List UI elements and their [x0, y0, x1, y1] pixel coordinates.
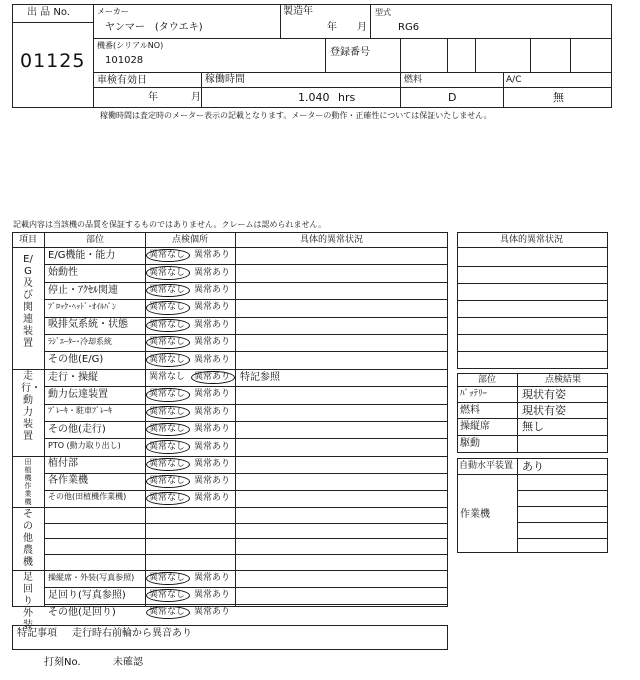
part-name: 各作業機 — [48, 475, 88, 487]
part-name: 植付部 — [48, 458, 78, 470]
selection-circle — [146, 589, 190, 602]
status-normal: 異常なし — [149, 302, 186, 313]
right-detail-header: 具体的異常状況 — [500, 235, 564, 245]
selection-circle — [146, 284, 190, 297]
group-label: その他農機 — [23, 508, 33, 568]
hours-label: 稼働時間 — [205, 74, 245, 85]
part-name: 足回り(写真参照) — [48, 589, 126, 601]
group-label: 田植機作業機 — [24, 457, 32, 506]
group-label: 足回り外装 — [23, 572, 33, 631]
status-abnormal: 異常あり — [194, 607, 231, 617]
part-name: ﾌﾞﾛｯｸ･ﾍｯﾄﾞ･ｵｲﾙﾊﾟﾝ — [48, 301, 116, 311]
model-label: 型式 — [375, 8, 391, 17]
year-label: 製造年 — [283, 6, 313, 17]
maker-value: ヤンマー (タウエキ) — [105, 22, 203, 33]
part-name: E/G機能・能力 — [48, 249, 116, 261]
status-abnormal: 異常あり — [194, 389, 231, 400]
part-name: 操縦席・外装(写真参照) — [48, 572, 135, 582]
fuel-result-label: 燃料 — [460, 405, 480, 416]
part-name: ﾗｼﾞｴｰﾀｰ･冷却系統 — [48, 336, 112, 346]
status-abnormal: 異常あり — [194, 302, 231, 313]
status-abnormal: 異常あり — [194, 372, 231, 382]
part-name: 吸排気系統・状態 — [48, 319, 128, 331]
part-name: ﾌﾞﾚｰｷ・駐車ﾌﾞﾚｰｷ — [48, 406, 112, 416]
ac-label: A/C — [506, 75, 522, 85]
seat-label: 操縦席 — [460, 421, 490, 432]
fuel-result: 現状有姿 — [522, 404, 566, 417]
lot-number: 01125 — [20, 50, 86, 72]
hours-value: 1.040 — [298, 91, 330, 104]
selection-circle — [146, 606, 190, 619]
status-normal: 異常なし — [149, 354, 186, 365]
status-normal: 異常なし — [149, 406, 186, 417]
abnormal-detail: 特記参照 — [240, 371, 280, 383]
selection-circle — [146, 406, 190, 419]
status-abnormal: 異常あり — [194, 458, 231, 469]
status-abnormal: 異常あり — [194, 337, 231, 348]
part-name: 停止・ｱｸｾﾙ関連 — [48, 284, 118, 296]
inspection-month-unit: 月 — [191, 92, 201, 103]
part-name: その他(足回り) — [48, 606, 116, 618]
status-abnormal: 異常あり — [194, 441, 231, 452]
selection-circle — [146, 475, 190, 488]
status-normal: 異常なし — [149, 389, 186, 400]
serial-label: 機番(シリアルNO) — [97, 41, 164, 50]
part-name: その他(走行) — [48, 423, 106, 435]
group-label: 走行・動力装置 — [21, 370, 41, 442]
status-normal: 異常なし — [149, 424, 186, 435]
results-col-result: 点検結果 — [545, 375, 582, 385]
status-abnormal: 異常あり — [194, 590, 231, 600]
selection-circle — [146, 492, 190, 505]
selection-circle — [146, 458, 190, 471]
part-name: 動力伝達装置 — [48, 388, 108, 400]
stamp-number-value: 未確認 — [113, 657, 143, 668]
auto-level-value: あり — [522, 460, 544, 473]
selection-circle — [146, 353, 190, 366]
status-normal: 異常なし — [149, 372, 186, 382]
fuel-value: D — [448, 91, 457, 104]
status-abnormal: 異常あり — [194, 319, 231, 330]
battery-result: 現状有姿 — [522, 388, 566, 401]
selection-circle — [146, 388, 190, 401]
status-abnormal: 異常あり — [194, 406, 231, 417]
part-name: PTO (動力取り出し) — [48, 441, 121, 451]
group-label: E/G及び関連装置 — [23, 253, 33, 349]
part-name: その他(E/G) — [48, 354, 104, 366]
auto-level-label: 自動水平装置 — [459, 461, 514, 471]
status-normal: 異常なし — [149, 319, 186, 330]
status-abnormal: 異常あり — [194, 573, 231, 583]
registration-label: 登録番号 — [330, 47, 370, 58]
col-check-header: 点検個所 — [172, 235, 209, 245]
status-normal: 異常なし — [149, 250, 186, 261]
ac-value: 無 — [553, 91, 564, 104]
month-unit: 月 — [357, 22, 367, 33]
status-abnormal: 異常あり — [194, 267, 231, 278]
status-normal: 異常なし — [149, 458, 186, 469]
col-detail-header: 具体的異常状況 — [300, 235, 364, 245]
drive-label: 駆動 — [460, 438, 480, 449]
col-item-header: 項目 — [19, 235, 38, 245]
stamp-number-label: 打刻No. — [44, 657, 81, 668]
part-name: 始動性 — [48, 267, 78, 279]
selection-circle — [191, 371, 235, 384]
special-notes-label: 特記事項 — [17, 628, 57, 639]
status-abnormal: 異常あり — [194, 285, 231, 295]
status-abnormal: 異常あり — [194, 250, 231, 261]
quality-disclaimer: 記載内容は当該機の品質を保証するものではありません。クレームは認められません。 — [13, 220, 326, 229]
status-normal: 異常なし — [149, 441, 186, 452]
selection-circle — [146, 572, 190, 585]
serial-value: 101028 — [105, 55, 144, 66]
status-normal: 異常なし — [149, 337, 186, 348]
year-unit: 年 — [327, 22, 337, 33]
col-part-header: 部位 — [86, 235, 105, 245]
maker-label: メーカー — [97, 7, 129, 16]
hours-unit: hrs — [338, 91, 356, 104]
hours-disclaimer: 稼働時間は査定時のメーター表示の記載となります。メーターの動作・正確性については保証いたしません。 — [100, 111, 492, 120]
inspection-label: 車検有効日 — [97, 75, 147, 86]
status-abnormal: 異常あり — [194, 424, 231, 435]
results-col-part: 部位 — [478, 375, 497, 385]
status-normal: 異常なし — [149, 607, 186, 617]
battery-label: ﾊﾞｯﾃﾘｰ — [460, 389, 488, 399]
status-normal: 異常なし — [149, 475, 186, 486]
selection-circle — [146, 319, 190, 332]
selection-circle — [146, 266, 190, 279]
fuel-label: 燃料 — [404, 75, 423, 85]
part-name: その他(田植機作業機) — [48, 492, 127, 502]
status-normal: 異常なし — [149, 492, 186, 503]
status-abnormal: 異常あり — [194, 492, 231, 503]
status-normal: 異常なし — [149, 267, 186, 278]
status-abnormal: 異常あり — [194, 475, 231, 486]
selection-circle — [146, 440, 190, 453]
status-normal: 異常なし — [149, 573, 186, 583]
status-abnormal: 異常あり — [194, 354, 231, 365]
inspection-year-unit: 年 — [148, 92, 158, 103]
work-machine-label: 作業機 — [460, 509, 490, 520]
status-normal: 異常なし — [149, 590, 186, 600]
selection-circle — [146, 301, 190, 314]
part-name: 走行・操縦 — [48, 371, 98, 383]
special-notes-value: 走行時右前輪から異音あり — [72, 628, 192, 639]
seat-result: 無し — [522, 420, 544, 433]
status-normal: 異常なし — [149, 285, 186, 295]
model-value: RG6 — [398, 22, 420, 33]
lot-number-label: 出 品 No. — [27, 7, 70, 18]
